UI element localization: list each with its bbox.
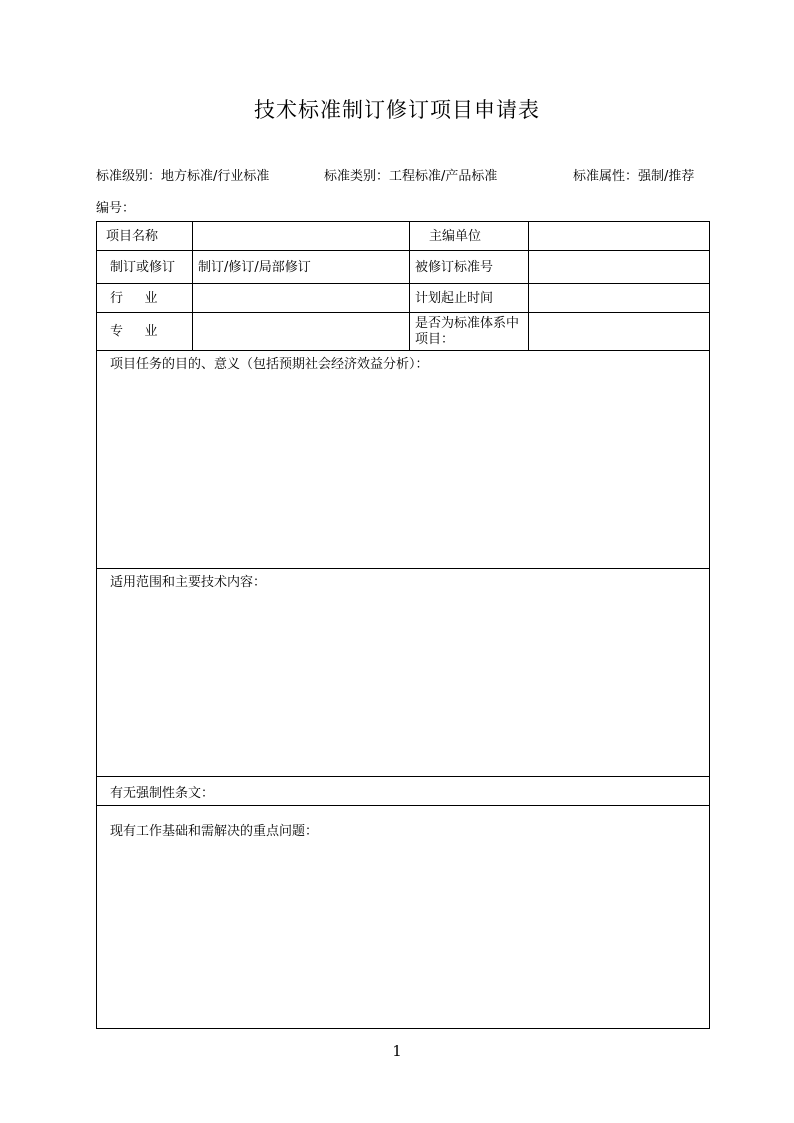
purpose-section-cell[interactable] (97, 351, 710, 569)
standard-type-label: 标准类别：工程标准/产品标准 (324, 169, 498, 184)
basis-section-cell[interactable] (97, 806, 710, 1029)
revision-type-value[interactable]: 制订/修订/局部修订 (198, 259, 311, 275)
editor-unit-label: 主编单位 (429, 228, 482, 244)
table-row-specialty (97, 313, 710, 351)
table-row-project-name (97, 222, 710, 251)
plan-time-label: 计划起止时间 (415, 290, 494, 306)
revision-type-label-cell (97, 251, 193, 284)
purpose-section-label: 项目任务的目的、意义（包括预期社会经济效益分析）： (110, 357, 429, 372)
standard-level-label: 标准级别：地方标准/行业标准 (96, 169, 270, 184)
table-row-revision-type (97, 251, 710, 284)
editor-unit-label-cell (410, 222, 529, 251)
specialty-label: 专 业 (110, 324, 159, 339)
standard-system-label-cell (410, 313, 529, 351)
revised-standard-label-cell (410, 251, 529, 284)
number-label: 编号： (96, 201, 136, 216)
application-form-table (96, 221, 710, 1029)
standard-system-label: 是否为标准体系中项目： (415, 315, 520, 347)
project-name-label-cell (97, 222, 193, 251)
standard-system-value-cell[interactable] (529, 313, 710, 351)
table-row-scope-section (97, 569, 710, 777)
standard-attribute-label: 标准属性：强制/推荐 (573, 169, 695, 184)
table-row-industry (97, 284, 710, 313)
editor-unit-value-cell[interactable] (529, 222, 710, 251)
revised-standard-value-cell[interactable] (529, 251, 710, 284)
project-name-label: 项目名称 (106, 228, 159, 244)
scope-section-cell[interactable] (97, 569, 710, 777)
specialty-value-cell[interactable] (193, 313, 410, 351)
table-row-purpose-section (97, 351, 710, 569)
industry-label-cell (97, 284, 193, 313)
revised-standard-number-label: 被修订标准号 (415, 259, 494, 275)
revision-type-value-cell[interactable] (193, 251, 410, 284)
revision-type-label: 制订或修订 (110, 259, 176, 275)
scope-section-label: 适用范围和主要技术内容： (110, 575, 267, 590)
table-row-mandatory-section (97, 777, 710, 806)
page-number: 1 (392, 1042, 402, 1060)
plan-time-value-cell[interactable] (529, 284, 710, 313)
mandatory-section-cell[interactable] (97, 777, 710, 806)
plan-time-label-cell (410, 284, 529, 313)
basis-section-label: 现有工作基础和需解决的重点问题： (110, 824, 319, 839)
specialty-label-cell (97, 313, 193, 351)
mandatory-section-label: 有无强制性条文： (110, 785, 215, 801)
industry-value-cell[interactable] (193, 284, 410, 313)
project-name-value-cell[interactable] (193, 222, 410, 251)
table-row-basis-section (97, 806, 710, 1029)
document-title: 技术标准制订修订项目申请表 (254, 98, 540, 122)
industry-label: 行 业 (110, 290, 159, 306)
